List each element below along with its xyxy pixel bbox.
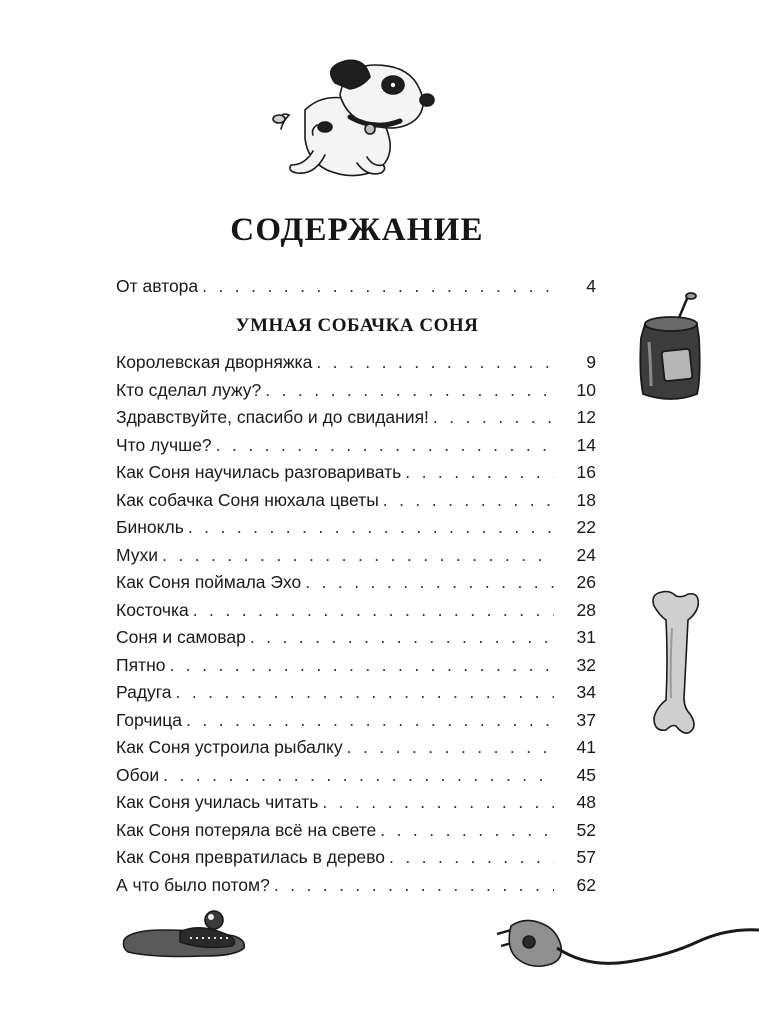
toc-entry <box>116 515 596 539</box>
toc-entry <box>116 350 596 374</box>
toc-entry-title: Бинокль <box>116 517 184 537</box>
toc-entry <box>116 625 596 649</box>
plug-illustration <box>487 912 759 987</box>
toc-entry <box>116 433 596 457</box>
toc-entry-page: 34 <box>576 682 596 702</box>
toc-entry-title: Обои <box>116 764 160 785</box>
toc-entry-title: Мухи <box>116 544 159 565</box>
toc-entry-page: 4 <box>586 276 596 296</box>
toc-entry-page: 52 <box>576 819 596 840</box>
toc-leader-dots <box>193 598 554 622</box>
toc-entry <box>116 735 596 759</box>
page-title: СОДЕРЖАНИЕ <box>230 212 484 248</box>
toc-leader-dots <box>380 818 554 842</box>
toc-entry <box>116 873 596 897</box>
toc-entry-title: Как Соня устроила рыбалку <box>116 737 343 757</box>
toc-leader-dots <box>162 543 554 567</box>
toc-entry-title: Горчица <box>116 709 183 730</box>
toc-entry <box>116 378 596 402</box>
toc-leader-dots <box>305 570 554 594</box>
toc-leader-dots <box>176 680 554 704</box>
jar-illustration <box>633 292 705 404</box>
toc-leader-dots <box>347 735 554 759</box>
toc-entry-title: Соня и самовар <box>116 627 246 647</box>
slipper-illustration <box>120 908 250 963</box>
toc-entry-page: 32 <box>576 654 596 675</box>
toc-entry-page: 16 <box>576 462 596 482</box>
toc-entry <box>116 570 596 594</box>
toc-entry <box>116 708 596 732</box>
toc-entry <box>116 460 596 484</box>
toc-entry-title: Как Соня потеряла всё на свете <box>116 819 377 840</box>
toc-entry <box>116 790 596 814</box>
toc-entry-title: Здравствуйте, спасибо и до свидания! <box>116 407 429 427</box>
toc-entry-page: 10 <box>576 379 596 400</box>
toc-entry-page: 41 <box>576 737 596 757</box>
toc-entry-title: Пятно <box>116 654 166 675</box>
toc-leader-dots <box>250 625 554 649</box>
toc-entry-title: От автора <box>116 276 199 296</box>
toc-entry <box>116 680 596 704</box>
toc-entry-title: Косточка <box>116 599 189 620</box>
toc-entry-page: 37 <box>576 709 596 730</box>
toc-entry-page: 12 <box>576 407 596 427</box>
toc-entry-title: Королевская дворняжка <box>116 352 313 372</box>
toc-leader-dots <box>316 350 554 374</box>
toc-leader-dots <box>163 763 554 787</box>
toc-entry <box>116 488 596 512</box>
toc-entry-page: 26 <box>576 572 596 592</box>
toc-entry-title: Радуга <box>116 682 172 702</box>
toc-leader-dots <box>265 378 554 402</box>
toc-entry <box>116 405 596 429</box>
toc-leader-dots <box>433 405 554 429</box>
toc-entry-title: Как Соня превратилась в дерево <box>116 847 386 867</box>
toc-entry-page: 48 <box>576 792 596 812</box>
toc-leader-dots <box>383 488 554 512</box>
toc-entry-page: 18 <box>576 489 596 510</box>
toc-leader-dots <box>322 790 554 814</box>
toc-leader-dots <box>186 708 554 732</box>
bone-illustration <box>648 588 700 740</box>
toc-leader-dots <box>188 515 554 539</box>
toc-entry-page: 57 <box>576 847 596 867</box>
toc-entry <box>116 818 596 842</box>
toc-leader-dots <box>274 873 554 897</box>
toc-entry <box>116 763 596 787</box>
toc-entry <box>116 598 596 622</box>
toc-leader-dots <box>202 274 554 298</box>
section-title: УМНАЯ СОБАЧКА СОНЯ <box>235 315 479 336</box>
toc-entry-title: Что лучше? <box>116 434 212 455</box>
toc-leader-dots <box>169 653 554 677</box>
toc-entry <box>116 845 596 869</box>
toc-entry-title: Как Соня поймала Эхо <box>116 572 302 592</box>
toc-entry-title: Кто сделал лужу? <box>116 379 262 400</box>
toc-entry-page: 9 <box>586 352 596 372</box>
toc-entry-page: 62 <box>576 874 596 895</box>
toc-entry-page: 31 <box>576 627 596 647</box>
toc-entry <box>116 653 596 677</box>
toc-entry-title: Как Соня училась читать <box>116 792 319 812</box>
toc-leader-dots <box>216 433 554 457</box>
toc-entry-page: 14 <box>576 434 596 455</box>
toc-entry-preface <box>116 274 596 298</box>
toc-entry-page: 45 <box>576 764 596 785</box>
toc-entry-title: Как Соня научилась разговаривать <box>116 462 402 482</box>
toc-entry-page: 28 <box>576 599 596 620</box>
toc-entry-title: А что было потом? <box>116 874 270 895</box>
toc-leader-dots <box>389 845 554 869</box>
toc-entry <box>116 543 596 567</box>
dog-illustration <box>265 55 440 190</box>
toc-entry-page: 24 <box>576 544 596 565</box>
toc-entry-title: Как собачка Соня нюхала цветы <box>116 489 379 510</box>
toc-entry-page: 22 <box>576 517 596 537</box>
toc-leader-dots <box>405 460 554 484</box>
